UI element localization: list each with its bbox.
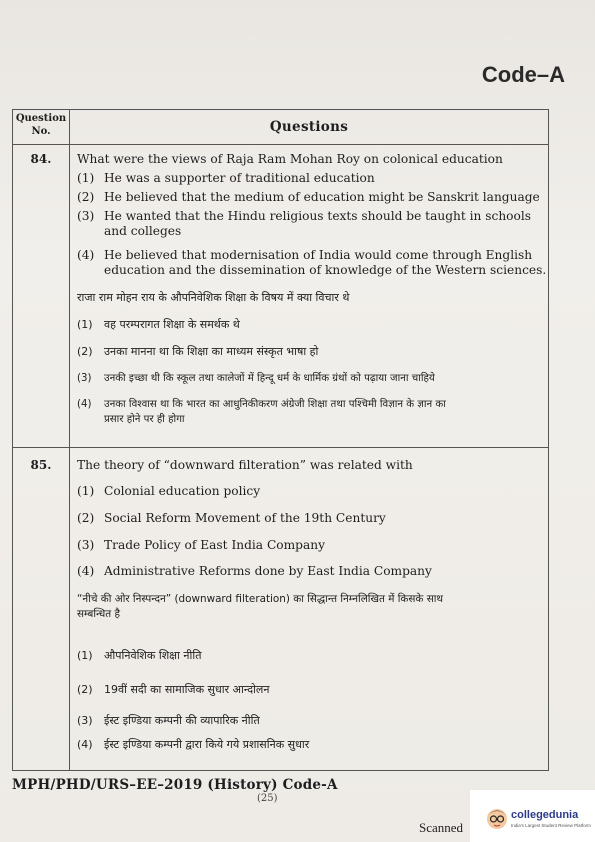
column-divider bbox=[69, 110, 70, 770]
q84-option-hi-2: (2) उनका मानना था कि शिक्षा का माध्यम संस्कृत भाषा हो bbox=[77, 345, 319, 358]
q84-stem-en: What were the views of Raja Ram Mohan Roy on colonical education bbox=[77, 152, 503, 166]
page-number: (25) bbox=[257, 793, 278, 804]
q84-option-hi-1: (1) वह परम्परागत शिक्षा के समर्थक थे bbox=[77, 318, 240, 331]
q85-option-hi-4: (4) ईस्ट इण्डिया कम्पनी द्वारा किये गये प्रशासनिक सुधार bbox=[77, 738, 310, 751]
paper-footer: MPH/PHD/URS–EE–2019 (History) Code-A bbox=[12, 777, 338, 793]
paper-code: Code–A bbox=[481, 62, 565, 87]
collegedunia-logo-icon bbox=[485, 805, 509, 831]
header-question-no: Question No. bbox=[15, 113, 67, 137]
question-number-84: 84. bbox=[30, 152, 52, 166]
q85-option-en-1: (1) Colonial education policy bbox=[77, 484, 261, 498]
q85-option-hi-2: (2) 19वीं सदी का सामाजिक सुधार आन्दोलन bbox=[77, 683, 270, 696]
q84-option-hi-3: (3) उनकी इच्छा थी कि स्कूल तथा कालेजों में हिन्दू धर्म के धार्मिक ग्रंथों को पढ़ाया जाना चाहिये bbox=[77, 373, 435, 384]
q85-option-en-4: (4) Administrative Reforms done by East India Company bbox=[77, 564, 432, 578]
q84-option-en-4: (4) He believed that modernisation of India would come through English education and the dissemination of knowledge of the Western sciences. bbox=[77, 248, 547, 277]
logo-wordmark: collegedunia bbox=[511, 809, 579, 821]
header-questions: Questions bbox=[269, 119, 349, 135]
q85-option-hi-1: (1) औपनिवेशिक शिक्षा नीति bbox=[77, 649, 202, 662]
question-separator bbox=[13, 447, 548, 448]
q84-option-en-2: (2) He believed that the medium of education might be Sanskrit language bbox=[77, 190, 540, 204]
q85-option-hi-3: (3) ईस्ट इण्डिया कम्पनी की व्यापारिक नीति bbox=[77, 714, 260, 727]
q85-stem-en: The theory of “downward filteration” was related with bbox=[77, 458, 413, 472]
q84-option-en-3: (3) He wanted that the Hindu religious texts should be taught in schools and colleges bbox=[77, 209, 531, 238]
q84-option-en-1: (1) He was a supporter of traditional education bbox=[77, 171, 375, 185]
question-number-85: 85. bbox=[30, 458, 52, 472]
scanned-label: Scanned bbox=[419, 820, 464, 835]
table-header bbox=[13, 110, 548, 145]
q84-option-hi-4: (4) उनका विश्वास था कि भारत का आधुनिकीकरण अंग्रेजी शिक्षा तथा पश्चिमी विज्ञान के ज्ञान का प्रसार होने पर ही होगा bbox=[77, 399, 446, 425]
q85-stem-hi: “नीचे की ओर निस्पन्दन” (downward filteration) का सिद्धान्त निम्नलिखित में किसके साथ सम्बन्धित है bbox=[77, 593, 444, 620]
question-table bbox=[12, 109, 549, 771]
logo-tagline: India's Largest Student Review Platform bbox=[511, 823, 591, 828]
q84-stem-hi: राजा राम मोहन राय के औपनिवेशिक शिक्षा के विषय में क्या विचार थे bbox=[77, 291, 350, 304]
q85-option-en-2: (2) Social Reform Movement of the 19th Century bbox=[77, 511, 386, 525]
q85-option-en-3: (3) Trade Policy of East India Company bbox=[77, 538, 325, 552]
